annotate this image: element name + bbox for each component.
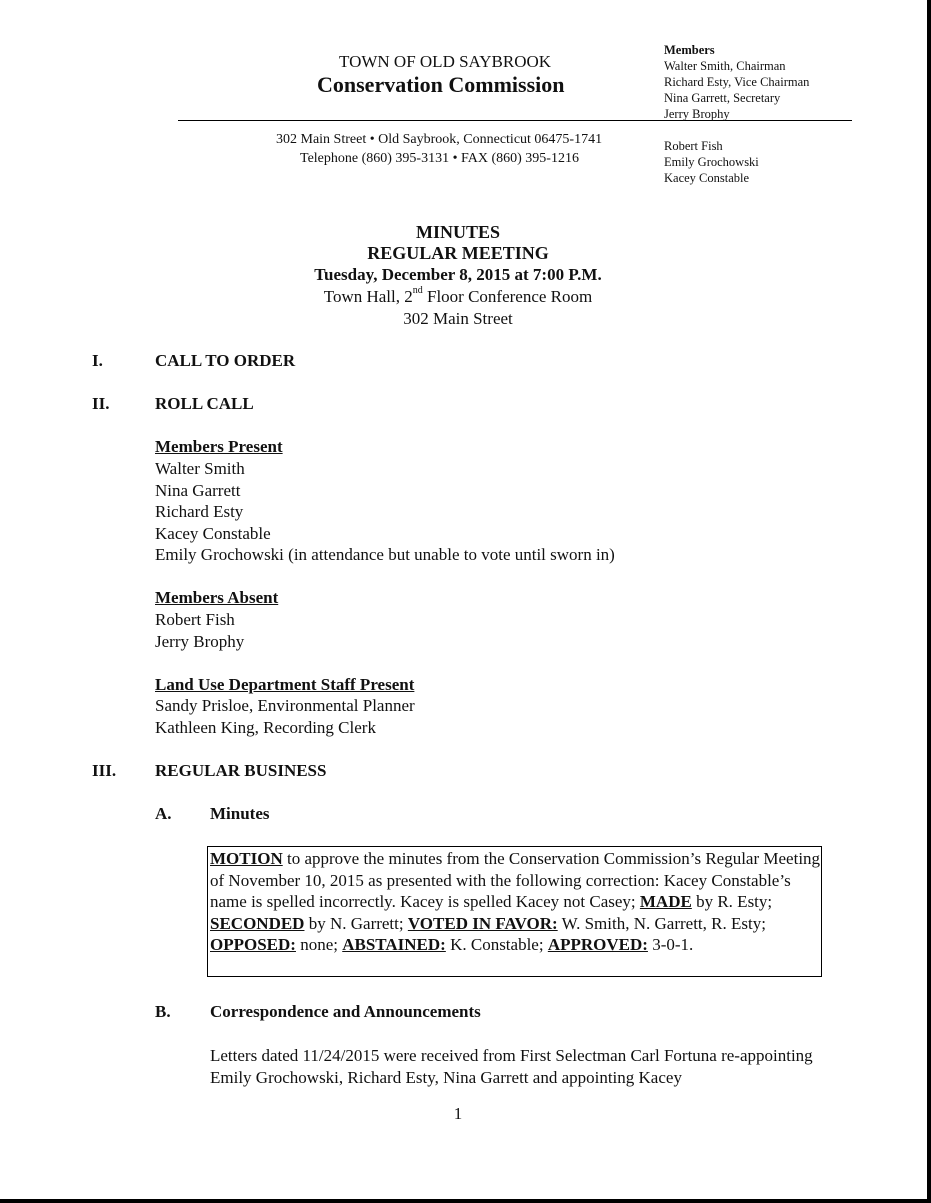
staff-member: Kathleen King, Recording Clerk [155, 718, 376, 737]
subsection-title: Minutes [210, 804, 270, 823]
seconded-label: SECONDED [210, 913, 305, 933]
meeting-address: 302 Main Street [403, 309, 513, 328]
motion-text: to approve the minutes from the Conservation Commission’s Regular Meeting of November 10, 2015 as presented with the following correction: Kacey Constable’s name is spelled incorrectly. Kacey is spelled Kacey not Casey; [210, 849, 821, 911]
location-text: Floor Conference Room [422, 287, 593, 306]
present-member: Walter Smith [155, 459, 245, 478]
commission-name: Conservation Commission [317, 72, 565, 97]
staff-member: Sandy Prisloe, Environmental Planner [155, 696, 415, 715]
section-title: ROLL CALL [155, 394, 254, 413]
opposed-text: none; [295, 935, 343, 954]
page-number: 1 [453, 1104, 463, 1123]
phone-line: Telephone (860) 395-3131 • FAX (860) 395-1216 [300, 151, 579, 166]
present-member: Richard Esty [155, 502, 244, 521]
member-name: Nina Garrett, Secretary [664, 91, 781, 105]
abstained-label: ABSTAINED: [342, 935, 446, 954]
seconded-text: by N. Garrett; [304, 913, 408, 933]
member-name: Kacey Constable [664, 171, 750, 185]
present-member: Kacey Constable [155, 524, 271, 543]
subsection-letter: A. [155, 804, 172, 823]
meeting-location [0, 287, 916, 307]
voted-label: VOTED IN FAVOR: [407, 913, 558, 933]
motion-label: MOTION [210, 849, 283, 868]
section-number: III. [92, 761, 117, 780]
correspondence-text: Letters dated 11/24/2015 were received from First Selectman Carl Fortuna re-appointing Emily Grochowski, Richard Esty, Nina Garrett and appointing Kacey [210, 1046, 813, 1087]
members-sidebar [664, 42, 809, 186]
section-number: II. [92, 394, 110, 413]
member-name: Jerry Brophy [664, 107, 730, 121]
voted-text: W. Smith, N. Garrett, R. Esty; [557, 913, 766, 933]
member-name: Richard Esty, Vice Chairman [664, 75, 810, 89]
motion-box [207, 846, 822, 977]
doc-title: MINUTES [415, 222, 500, 242]
location-text: Town Hall, 2 [323, 287, 413, 306]
members-heading: Members [664, 43, 715, 57]
opposed-label: OPPOSED: [210, 935, 296, 954]
made-label: MADE [639, 892, 692, 911]
town-name: TOWN OF OLD SAYBROOK [339, 52, 552, 71]
approved-label: APPROVED: [547, 935, 648, 954]
member-name: Walter Smith, Chairman [664, 59, 786, 73]
present-member: Emily Grochowski (in attendance but unable to vote until sworn in) [155, 545, 615, 564]
absent-member: Robert Fish [155, 610, 235, 629]
staff-present-heading: Land Use Department Staff Present [155, 675, 415, 694]
abstained-text: K. Constable; [445, 935, 548, 954]
approved-text: 3-0-1. [647, 935, 694, 954]
section-title: CALL TO ORDER [155, 351, 296, 370]
spacer [664, 122, 809, 138]
ordinal-suffix: nd [412, 285, 423, 296]
members-absent-heading: Members Absent [155, 588, 279, 607]
meeting-type: REGULAR MEETING [367, 243, 549, 263]
member-name: Robert Fish [664, 139, 723, 153]
meeting-date: Tuesday, December 8, 2015 at 7:00 P.M. [314, 265, 602, 284]
present-member: Nina Garrett [155, 481, 241, 500]
address-line: 302 Main Street • Old Saybrook, Connecticut 06475-1741 [276, 132, 603, 147]
section-number: I. [92, 351, 103, 370]
made-text: by R. Esty; [691, 892, 773, 911]
member-name: Emily Grochowski [664, 155, 759, 169]
subsection-title: Correspondence and Announcements [210, 1002, 481, 1021]
absent-member: Jerry Brophy [155, 632, 245, 651]
members-present-heading: Members Present [155, 437, 283, 456]
section-title: REGULAR BUSINESS [155, 761, 327, 780]
subsection-letter: B. [155, 1002, 171, 1021]
